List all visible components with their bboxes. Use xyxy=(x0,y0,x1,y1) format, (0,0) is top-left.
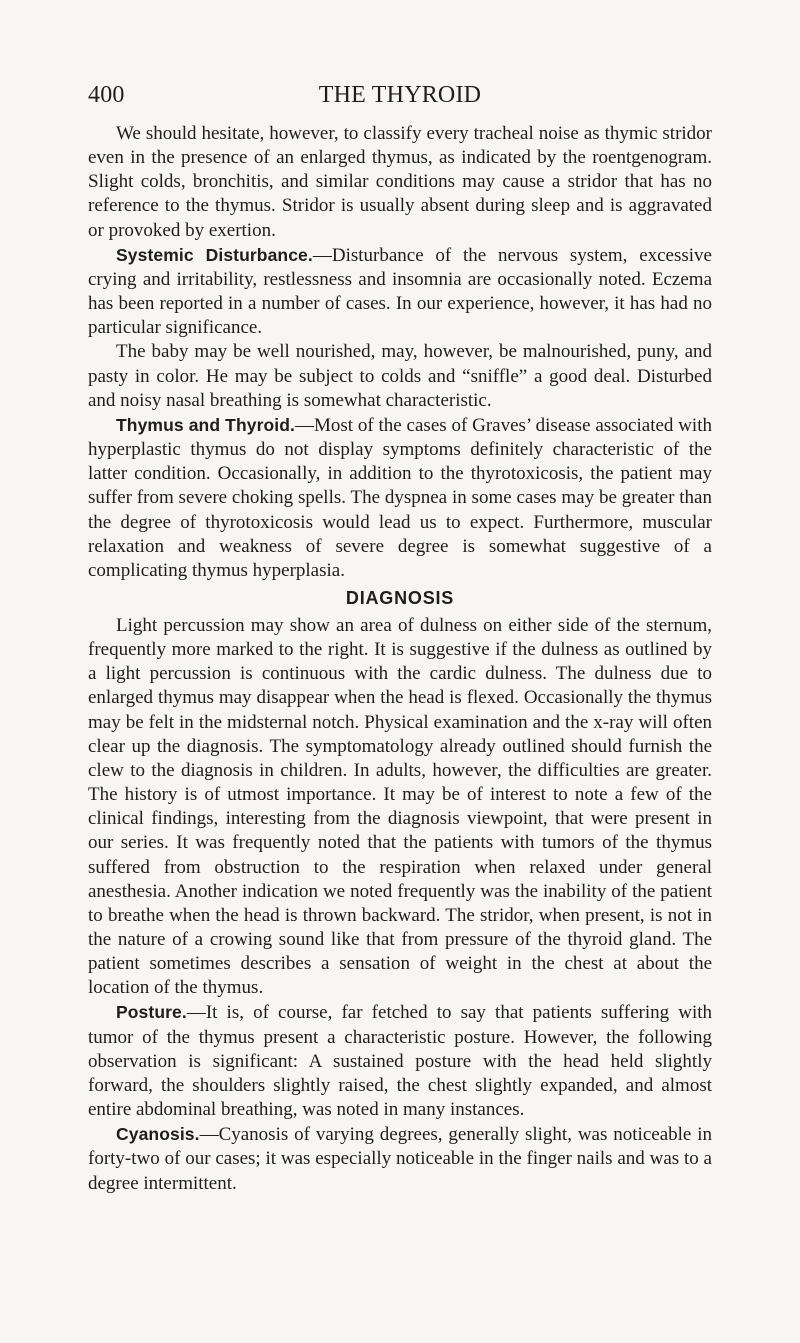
paragraph-systemic-disturbance xyxy=(88,243,712,341)
paragraph-percussion xyxy=(88,614,712,1001)
paragraph-baby xyxy=(88,340,712,412)
paragraph-text: The baby may be well nourished, may, however, be malnourished, puny, and pasty in color. He may be subject to colds and “sniffle” a good deal. Disturbed and noisy nasal breathing is somewhat characteristic. xyxy=(88,341,712,411)
paragraph-text: Light percussion may show an area of dulness on either side of the sternum, frequently more marked to the right. It is suggestive if the dulness as outlined by a light percussion is continuous with the cardic dulness. The dulness due to enlarged thymus may disappear when the head is flexed. Occasionally the thymus may be felt in the midsternal notch. Physical examination and the x-ray will often clear up the diagnosis. The symptomatology already outlined should furnish the clew to the diagnosis in children. In adults, however, the difficulties are greater. The history is of utmost importance. It may be of interest to note a few of the clinical findings, interesting from the diagnosis viewpoint, that were present in our series. It was frequently noted that the patients with tumors of the thymus suffered from obstruction to the respiration when relaxed under general anesthesia. Another indication we noted frequently was the inability of the patient to breathe when the head is thrown backward. The stridor, when present, is not in the nature of a crowing sound like that from pressure of the thyroid gland. The patient sometimes describes a sensation of weight in the chest at about the location of the thymus. xyxy=(88,614,712,999)
run-in-heading-posture: Posture. xyxy=(116,1002,187,1023)
body-text xyxy=(88,122,712,1196)
paragraph-stridor xyxy=(88,122,712,243)
run-in-heading-cyanosis: Cyanosis. xyxy=(116,1124,200,1145)
section-heading-diagnosis: DIAGNOSIS xyxy=(345,587,455,608)
paragraph-text: We should hesitate, however, to classify every tracheal noise as thymic stridor even in the presence of an enlarged thymus, as indicated by the roentgenogram. Slight colds, bronchitis, and similar conditions may cause a stridor that has no reference to the thymus. Stridor is usually absent during sleep and is aggravated or provoked by exertion. xyxy=(88,123,712,241)
paragraph-text: —Cyanosis of varying degrees, generally slight, was noticeable in forty-two of our cases; it was especially noticeable in the finger nails and was to a degree intermittent. xyxy=(88,1124,712,1194)
paragraph-thymus-and-thyroid xyxy=(88,413,712,583)
page-number: 400 xyxy=(88,82,125,108)
paragraph-text: —Disturbance of the nervous system, excessive crying and irritability, restlessness and insomnia are occasionally noted. Eczema has been reported in a number of cases. In our experience, however, it has had no particular significance. xyxy=(88,244,712,339)
run-in-heading-systemic-disturbance: Systemic Disturbance. xyxy=(116,244,313,265)
paragraph-posture xyxy=(88,1000,712,1122)
paragraph-text: —Most of the cases of Graves’ disease associated with hyperplastic thymus do not display symptoms definitely characteristic of the latter condition. Occasionally, in addition to the thyrotoxicosis, the patient may suffer from severe choking spells. The dyspnea in some cases may be greater than the degree of thyrotoxicosis would lead us to expect. Furthermore, muscular relaxation and weakness of severe degree is somewhat suggestive of a complicating thymus hyperplasia. xyxy=(88,414,712,581)
paragraph-cyanosis xyxy=(88,1122,712,1195)
run-in-heading-thymus-and-thyroid: Thymus and Thyroid. xyxy=(116,414,295,435)
running-head: THE THYROID xyxy=(318,82,482,108)
page-header xyxy=(88,78,712,112)
paragraph-text: —It is, of course, far fetched to say that patients suffering with tumor of the thymus present a characteristic posture. However, the following observation is significant: A sustained posture with the head held slightly forward, the shoulders slightly raised, the chest slightly expanded, and almost entire abdominal breathing, was noted in many instances. xyxy=(88,1002,712,1121)
